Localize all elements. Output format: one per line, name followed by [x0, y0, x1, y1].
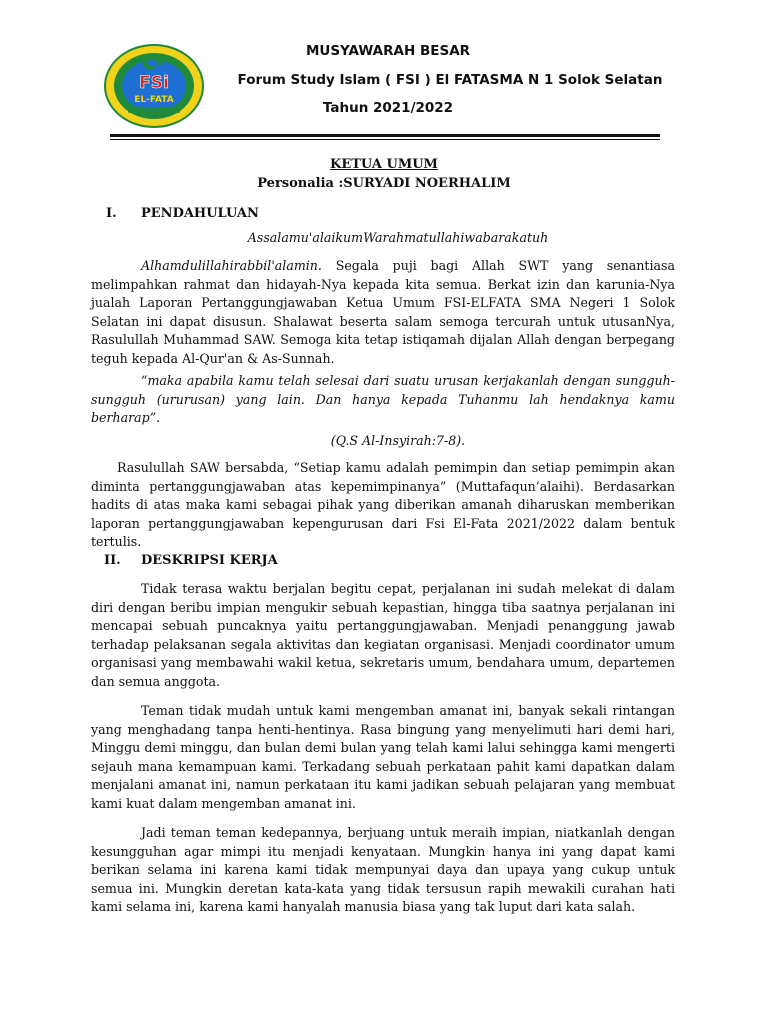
doc-personalia: Personalia :SURYADI NOERHALIM	[257, 176, 511, 191]
paragraph-hadith: Rasulullah SAW bersabda, “Setiap kamu adalah pemimpin dan setiap pemimpin akan diminta pertanggungjawaban atas kepemimpinanya” (Muttafaqun’alaihi). Berdasarkan hadits di atas maka kami sebagai pihak yang diberikan amanah diharuskan memberikan laporan pertanggungjawaban kepengurusan dari Fsi El-Fata 2021/2022 dalam bentuk tertulis.	[91, 460, 675, 550]
paragraph-description-1: Tidak terasa waktu berjalan begitu cepat, perjalanan ini sudah melekat di dalam diri dengan beribu impian mengukir sebuah kepastian, hingga tiba saatnya perjalanan ini mencapai sebuah puncaknya yaitu pertanggungjawaban. Menjadi penanggung jawab terhadap pelaksanan segala aktivitas dan kegiatan organisasi. Menjadi coordinator umum organisasi yang membawahi wakil ketua, sekretaris umum, bendahara umum, departemen dan semua anggota.	[91, 581, 675, 689]
section-title-2: DESKRIPSI KERJA	[141, 553, 278, 568]
header-year: Tahun 2021/2022	[322, 100, 454, 116]
section-title-1: PENDAHULUAN	[141, 206, 259, 221]
opening-phrase: Alhamdulillahirabbil'alamin	[141, 258, 318, 273]
paragraph-description-3: Jadi teman teman kedepannya, berjuang untuk meraih impian, niatkanlah dengan kesungguhan agar mimpi itu menjadi kenyataan. Mungkin hanya ini yang dapat kami berikan selama ini karena kami tidak mempunyai daya dan upaya yang cukup untuk semua ini. Mungkin deretan kata-kata yang tidak tersusun rapih mewakili curahan hati kami selama ini, karena kami hanyalah manusia biasa yang tak luput dari kata salah.	[91, 825, 675, 915]
opening-body: . Segala puji bagi Allah SWT yang senantiasa melimpahkan rahmat dan hidayah-Nya kepada kita semua. Berkat izin dan karunia-Nya jualah Laporan Pertanggungjawaban Ketua Umum FSI-ELFATA SMA Negeri 1 Solok Selatan ini dapat disusun. Shalawat beserta salam semoga tercurah untuk utusanNya, Rasulullah Muhammad SAW. Semoga kita tetap istiqamah dijalan Allah dengan berpegang teguh kepada Al-Qur'an & As-Sunnah.	[91, 258, 675, 366]
section-number-1: I.	[106, 206, 117, 221]
quote-text: “maka apabila kamu telah selesai dari suatu urusan kerjakanlah dengan sungguh-sungguh (ururusan) yang lain. Dan hanya kepada Tuhanmu lah hendaknya kamu berharap”.	[91, 373, 675, 426]
header-rule-thin	[110, 139, 660, 140]
greeting: Assalamu'alaikumWarahmatullahiwabarakatuh	[247, 230, 549, 245]
paragraph-description-2: Teman tidak mudah untuk kami mengemban amanat ini, banyak sekali rintangan yang menghadang tanpa henti-hentinya. Rasa bingung yang menyelimuti hari demi hari, Minggu demi minggu, dan bulan demi bulan yang telah kami lalui sehingga kami mengerti sejauh mana kemampuan kami. Terkadang sebuah perkataan pahit kami dapatkan dalam menjalani amanat ini, namun perkataan itu kami jadikan sebuah pelajaran yang membuat kami kuat dalam mengemban amanat ini.	[91, 703, 675, 811]
logo-text-bottom: EL-FATA	[134, 95, 174, 105]
doc-title: KETUA UMUM	[330, 157, 438, 172]
logo-text-top: FSi	[139, 73, 169, 93]
letterhead	[0, 0, 768, 140]
header-title: MUSYAWARAH BESAR	[305, 43, 471, 59]
paragraph-opening	[91, 257, 675, 369]
quote-reference: (Q.S Al-Insyirah:7-8).	[330, 433, 466, 448]
header-organization: Forum Study Islam ( FSI ) El FATASMA N 1 Solok Selatan	[237, 72, 663, 88]
section-number-2: II.	[104, 553, 121, 568]
header-rule-thick	[110, 134, 660, 137]
